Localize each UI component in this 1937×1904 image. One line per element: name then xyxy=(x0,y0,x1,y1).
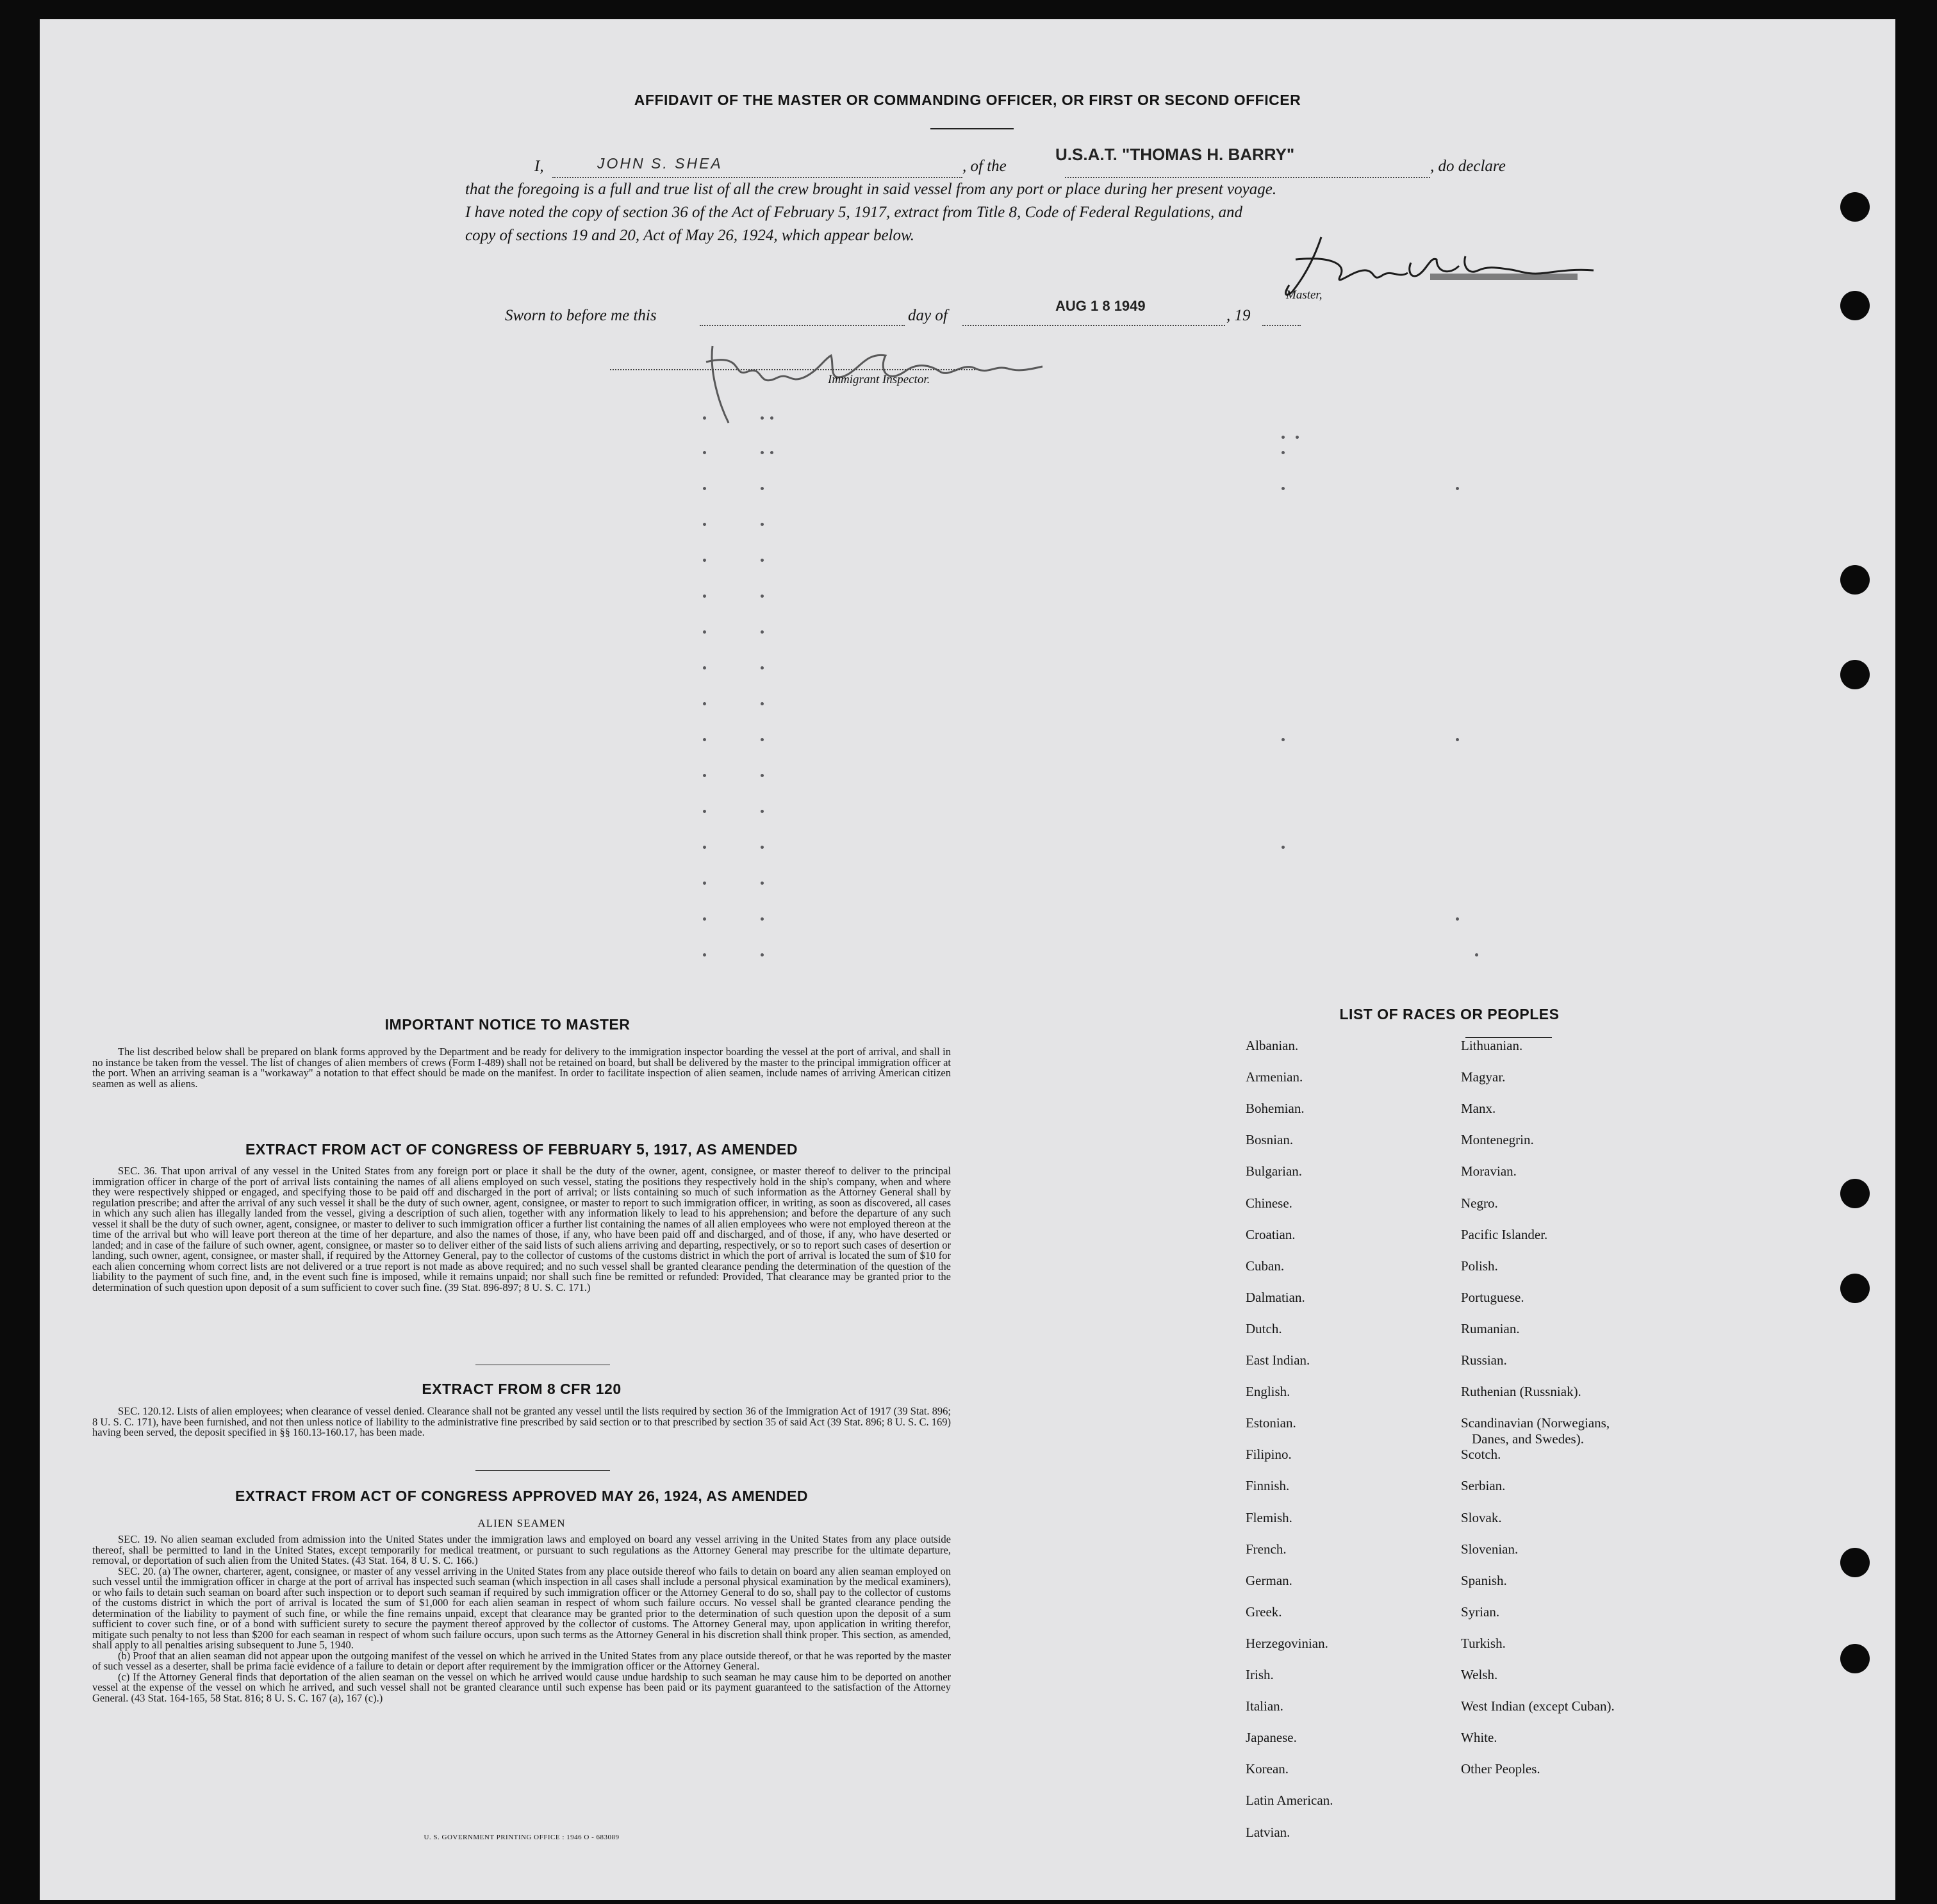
bleed-mark xyxy=(761,738,764,741)
notice-body xyxy=(92,1047,951,1089)
bleed-mark xyxy=(761,882,764,885)
race-item: Welsh. xyxy=(1461,1667,1498,1682)
year-label: , 19 xyxy=(1226,307,1251,324)
race-item: Russian. xyxy=(1461,1352,1507,1368)
bleed-mark xyxy=(703,738,706,741)
year-line xyxy=(1262,325,1301,326)
bleed-mark xyxy=(703,702,706,705)
punch-hole xyxy=(1840,1548,1870,1577)
extract-8cfr-text: SEC. 120.12. Lists of alien employees; when clearance of vessel denied. Clearance shall not be granted any vessel until the lists required by section 36 of the Immigration Act of 1917 (39 Stat. 896; 8 U. S. C. 171), have been furnished, and not then unless notice of liability to the administrative fine prescribed by said section or to that prescribed by section 35 of said Act (39 Stat. 896; 8 U. S. C. 169) having been served, the deposit specified in §§ 160.13-160.17, has been made. xyxy=(92,1405,951,1438)
bleed-mark xyxy=(703,559,706,562)
extract-1924-title: EXTRACT FROM ACT OF CONGRESS APPROVED MAY 26, 1924, AS AMENDED xyxy=(235,1488,809,1504)
document-page xyxy=(40,19,1895,1900)
bleed-mark xyxy=(761,846,764,849)
vessel-name: U.S.A.T. "THOMAS H. BARRY" xyxy=(1055,145,1295,164)
race-item: Finnish. xyxy=(1246,1478,1290,1494)
race-item: Chinese. xyxy=(1246,1195,1292,1211)
month-line xyxy=(962,325,1225,326)
affidavit-line-2: that the foregoing is a full and true list of all the crew brought in said vessel from any port or place during her present voyage. xyxy=(465,181,1277,198)
name-line xyxy=(552,177,962,178)
race-item: White. xyxy=(1461,1730,1497,1746)
race-item: Spanish. xyxy=(1461,1572,1507,1588)
race-item: Portuguese. xyxy=(1461,1289,1524,1305)
race-item: West Indian (except Cuban). xyxy=(1461,1698,1615,1714)
bleed-mark xyxy=(761,702,764,705)
affidavit-title: AFFIDAVIT OF THE MASTER OR COMMANDING OFFICER, OR FIRST OR SECOND OFFICER xyxy=(634,92,1301,108)
bleed-mark xyxy=(770,451,773,454)
bleed-mark xyxy=(703,882,706,885)
sec-19-text: SEC. 19. No alien seaman excluded from admission into the United States under the immigration laws and employed on board any vessel arriving in the United States from any place outside thereof, shall be permitted to land in the United States, except temporarily for medical treatment, or pursuant to such regulations as the Attorney General may prescribe for the ultimate departure, removal, or deportation of such alien from the United States. (43 Stat. 164, 8 U. S. C. 166.) xyxy=(92,1533,951,1566)
race-item: Danes, and Swedes). xyxy=(1472,1431,1584,1447)
bleed-mark xyxy=(1282,738,1285,741)
race-item: Rumanian. xyxy=(1461,1320,1520,1336)
bleed-mark xyxy=(770,416,773,420)
bleed-mark xyxy=(703,666,706,669)
race-item: Montenegrin. xyxy=(1461,1132,1534,1148)
notice-title: IMPORTANT NOTICE TO MASTER xyxy=(384,1016,631,1033)
bleed-mark xyxy=(761,774,764,777)
bleed-mark xyxy=(761,953,764,956)
extract-8cfr-body xyxy=(92,1406,951,1438)
race-item: East Indian. xyxy=(1246,1352,1310,1368)
race-item: Scotch. xyxy=(1461,1447,1501,1463)
bleed-mark xyxy=(1282,451,1285,454)
extract-8cfr-title: EXTRACT FROM 8 CFR 120 xyxy=(422,1381,622,1397)
inspector-label: Immigrant Inspector. xyxy=(828,373,930,386)
race-item: Cuban. xyxy=(1246,1258,1285,1274)
race-item: Lithuanian. xyxy=(1461,1038,1523,1053)
bleed-mark xyxy=(703,630,706,634)
affidavit-line-4: copy of sections 19 and 20, Act of May 26, 1924, which appear below. xyxy=(465,227,915,244)
extract-1924-body xyxy=(92,1534,951,1703)
race-item: Scandinavian (Norwegians, xyxy=(1461,1415,1610,1431)
bleed-mark xyxy=(703,595,706,598)
race-item: Albanian. xyxy=(1246,1038,1299,1053)
bleed-mark xyxy=(761,416,764,420)
punch-hole xyxy=(1840,565,1870,595)
race-item: Latvian. xyxy=(1246,1824,1290,1840)
do-declare-label: , do declare xyxy=(1430,158,1506,175)
race-item: Negro. xyxy=(1461,1195,1498,1211)
race-item: Dutch. xyxy=(1246,1320,1282,1336)
bleed-mark xyxy=(761,630,764,634)
vessel-line xyxy=(1065,177,1430,178)
bleed-mark xyxy=(1475,953,1478,956)
race-item: Polish. xyxy=(1461,1258,1498,1274)
punch-hole xyxy=(1840,1274,1870,1303)
races-title: LIST OF RACES OR PEOPLES xyxy=(1339,1006,1560,1022)
bleed-mark xyxy=(1282,436,1285,439)
race-item: Italian. xyxy=(1246,1698,1283,1714)
race-item: German. xyxy=(1246,1572,1292,1588)
race-item: Croatian. xyxy=(1246,1226,1296,1242)
bleed-mark xyxy=(1282,846,1285,849)
punch-hole xyxy=(1840,1179,1870,1208)
extract-1917-body xyxy=(92,1166,951,1293)
race-item: Bohemian. xyxy=(1246,1101,1305,1117)
notice-text: The list described below shall be prepared on blank forms approved by the Department and be ready for delivery to the immigration inspector boarding the vessel at the port of arrival, and shall in no instance be taken from the vessel. The list of changes of alien members of crews (Form I-489) shall not be retained on board, but shall be delivered by the master to the principal immigration officer at the port. When an arriving seaman is a "workaway" a notation to that effect should be made on the manifest. In order to facilitate inspection of alien seamen, include names of arriving American citizen seamen as well as aliens. xyxy=(92,1046,951,1090)
day-of-label: day of xyxy=(908,307,948,324)
race-item: Other Peoples. xyxy=(1461,1761,1540,1777)
extract-1917-text: SEC. 36. That upon arrival of any vessel in the United States from any foreign port or place it shall be the duty of the owner, agent, consignee, or master thereof to deliver to the principal immigration officer in charge of the port of arrival lists containing the names of all aliens employed on such vessel, stating the positions they respectively hold in the ship's company, when and where they were respectively shipped or engaged, and specifying those to be paid off and discharged in the port of arrival; or lists containing so much of such information as the Attorney General shall by regulation prescribe; and after the arrival of any such vessel it shall be the duty of such owner, agent, consignee, or master to report to such immigration officer, in writing, as soon as discovered, all cases in which any such alien has illegally landed from the vessel, giving a description of such alien, together with any information likely to lead to his apprehension; and before the departure of any such vessel it shall be the duty of such owner, agent, consignee, or master to deliver to such immigration officer a further list containing the names of all alien employees who were not employed thereon at the time of the arrival but who will leave port thereon at the time of her departure, and also the names of those, if any, who have been paid off and discharged, and of those, if any, who have deserted or landed; and in case of the failure of such owner, agent, consignee, or master so to deliver either of the said lists of such aliens arriving and departing, respectively, or so to report such cases of desertion or landing, such owner, agent, consignee, or master shall, if required by the Attorney General, pay to the collector of customs of the customs district in which the port of arrival is located the sum of $10 for each alien concerning whom correct lists are not delivered or a true report is not made as above required; and no such vessel shall be granted clearance pending the determination of the question of the liability to the payment of such fine, and, in the event such fine is imposed, while it remains unpaid; nor shall such fine be remitted or refunded: Provided, That clearance may be granted prior to the determination of such question upon deposit of a sum sufficient to cover such fine. (39 Stat. 896-897; 8 U. S. C. 171.) xyxy=(92,1165,951,1293)
race-item: Bosnian. xyxy=(1246,1132,1294,1148)
bleed-mark xyxy=(1456,738,1459,741)
sworn-label: Sworn to before me this xyxy=(505,307,657,324)
race-item: Dalmatian. xyxy=(1246,1289,1305,1305)
bleed-mark xyxy=(703,451,706,454)
master-label: Master, xyxy=(1286,288,1323,302)
punch-hole xyxy=(1840,192,1870,222)
punch-hole xyxy=(1840,1644,1870,1673)
bleed-mark xyxy=(703,523,706,526)
sec-20c-text: (c) If the Attorney General finds that deportation of the alien seaman on the vessel on which he arrived would cause undue hardship to such seaman he may cause him to be deported on another vessel at the expense of the vessel on which he arrived, and such vessel shall not be granted clearance until such expense has been paid or its payment guaranteed to the satisfaction of the Attorney General. (43 Stat. 164-165, 58 Stat. 816; 8 U. S. C. 167 (a), 167 (c).) xyxy=(92,1670,951,1704)
of-the-label: , of the xyxy=(962,158,1007,175)
race-item: Slovak. xyxy=(1461,1509,1502,1525)
race-item: Syrian. xyxy=(1461,1604,1500,1620)
alien-seamen-subtitle: ALIEN SEAMEN xyxy=(477,1517,566,1529)
race-item: Greek. xyxy=(1246,1604,1282,1620)
sec-20b-text: (b) Proof that an alien seaman did not appear upon the outgoing manifest of the vessel on which he arrived in the United States from any place outside thereof, or that he was reported by the master of such vessel as a deserter, shall be prima facie evidence of a failure to detain or deport after requirement by the immigration officer or the Attorney General. xyxy=(92,1649,951,1672)
bleed-mark xyxy=(703,953,706,956)
race-item: Filipino. xyxy=(1246,1447,1292,1463)
title-divider xyxy=(930,128,1014,129)
race-item: Flemish. xyxy=(1246,1509,1292,1525)
race-item: Turkish. xyxy=(1461,1635,1506,1651)
affidavit-line-3: I have noted the copy of section 36 of the Act of February 5, 1917, extract from Title 8, Code of Federal Regulations, and xyxy=(465,204,1242,221)
race-item: Korean. xyxy=(1246,1761,1289,1777)
race-item: Japanese. xyxy=(1246,1730,1297,1746)
date-stamp: AUG 1 8 1949 xyxy=(1055,298,1146,314)
bleed-mark xyxy=(761,810,764,813)
section-divider xyxy=(475,1470,610,1471)
race-item: Estonian. xyxy=(1246,1415,1296,1431)
bleed-mark xyxy=(761,595,764,598)
race-item: Manx. xyxy=(1461,1101,1496,1117)
bleed-mark xyxy=(703,917,706,921)
i-label: I, xyxy=(534,158,544,175)
bleed-mark xyxy=(1282,487,1285,490)
race-item: Pacific Islander. xyxy=(1461,1226,1548,1242)
day-line xyxy=(700,325,905,326)
master-name: JOHN S. SHEA xyxy=(597,155,723,172)
bleed-mark xyxy=(761,487,764,490)
bleed-mark xyxy=(703,416,706,420)
bleed-mark xyxy=(703,774,706,777)
bleed-mark xyxy=(703,846,706,849)
extract-1917-title: EXTRACT FROM ACT OF CONGRESS OF FEBRUARY 5, 1917, AS AMENDED xyxy=(245,1141,798,1158)
race-item: Irish. xyxy=(1246,1667,1274,1682)
bleed-mark xyxy=(761,666,764,669)
race-item: Herzegovinian. xyxy=(1246,1635,1328,1651)
punch-hole xyxy=(1840,291,1870,320)
race-item: Magyar. xyxy=(1461,1069,1506,1085)
bleed-mark xyxy=(1296,436,1299,439)
race-item: Latin American. xyxy=(1246,1793,1333,1809)
bleed-mark xyxy=(761,559,764,562)
punch-hole xyxy=(1840,660,1870,689)
sec-20a-text: SEC. 20. (a) The owner, charterer, agent, consignee, or master of any vessel arriving in the United States from any place outside thereof who fails to detain on board any alien seaman employed on such vessel until the immigration officer in charge at the port of arrival has inspected such seaman (which inspection in all cases shall include a personal physical examination by the medical examiners), or who fails to detain such seaman on board after such inspection or to deport such seaman if required by such immigration officer or the Attorney General to do so, shall pay to the collector of customs of the customs district in which the port of arrival is located the sum of $1,000 for each alien seaman in respect of whom such failure occurs. No vessel shall be granted clearance pending the determination of the liability to payment of such fine, or while the fine remains unpaid, except that clearance may be granted prior to the determination of such question upon the deposit of a sum sufficient to cover such fine, or of a bond with sufficient surety to secure the payment thereof approved by the collector of customs. The Attorney General may, upon application in writing therefor, mitigate such penalty to not less than $200 for each seaman in respect of whom such failure occurs, upon such terms as the Attorney General in his discretion shall think proper. This section, as amended, shall apply to all penalties arising subsequent to June 5, 1940. xyxy=(92,1564,951,1651)
bleed-mark xyxy=(761,523,764,526)
bleed-mark xyxy=(1456,917,1459,921)
bleed-mark xyxy=(761,451,764,454)
bleed-mark xyxy=(703,810,706,813)
bleed-mark xyxy=(761,917,764,921)
race-item: Moravian. xyxy=(1461,1163,1517,1179)
inspector-line xyxy=(610,369,975,370)
bleed-mark xyxy=(703,487,706,490)
race-item: English. xyxy=(1246,1384,1290,1400)
race-item: Bulgarian. xyxy=(1246,1163,1303,1179)
race-item: French. xyxy=(1246,1541,1287,1557)
race-item: Serbian. xyxy=(1461,1478,1506,1494)
race-item: Ruthenian (Russniak). xyxy=(1461,1384,1581,1400)
printer-imprint: U. S. GOVERNMENT PRINTING OFFICE : 1946 O - 683089 xyxy=(424,1834,620,1841)
race-item: Slovenian. xyxy=(1461,1541,1519,1557)
bleed-mark xyxy=(1456,487,1459,490)
race-item: Armenian. xyxy=(1246,1069,1303,1085)
